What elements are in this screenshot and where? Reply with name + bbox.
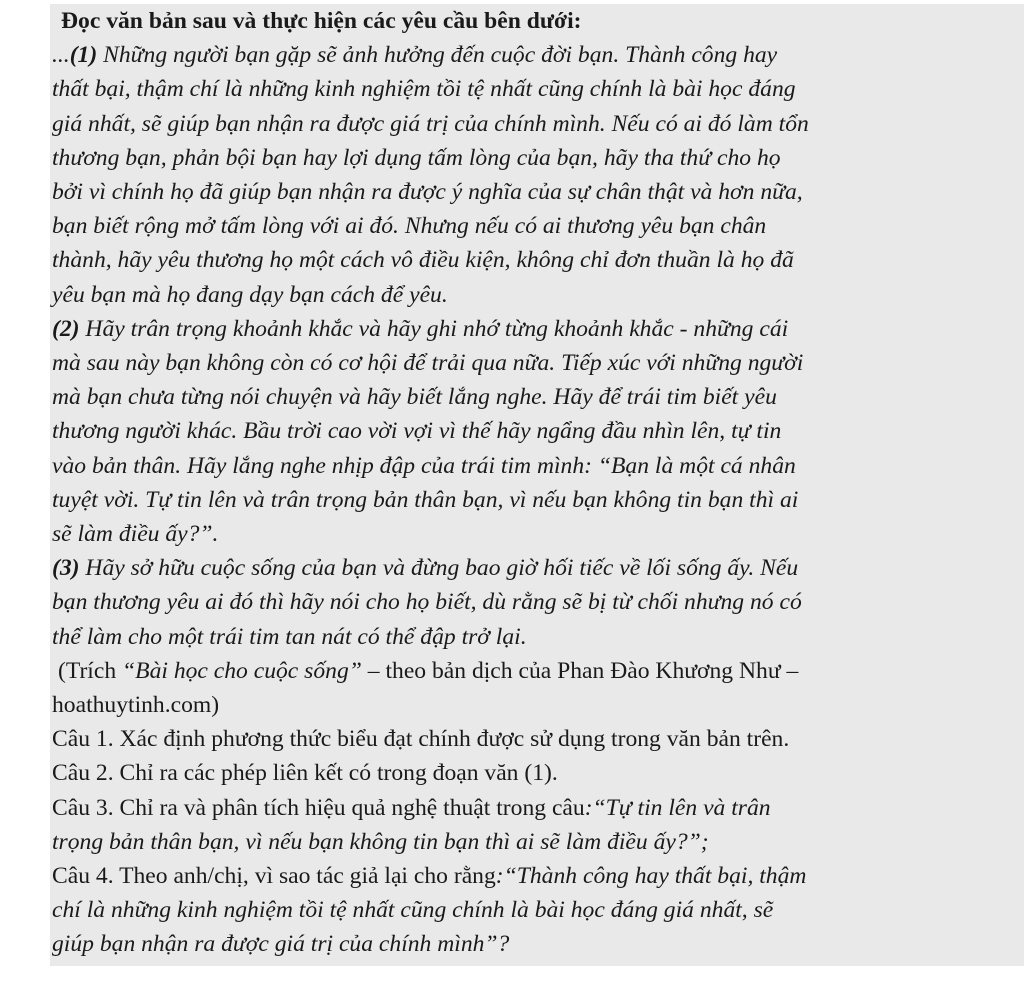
paragraph-3-marker: (3) xyxy=(52,555,80,582)
source-site: hoathuytinh.com) xyxy=(52,692,220,719)
question-3-prefix: Câu 3. Chỉ ra và phân tích hiệu quả nghệ thuật trong câu xyxy=(52,794,585,821)
paragraph-1-line-6: bạn biết rộng mở tấm lòng với ai đó. Nhưng nếu có ai thương yêu bạn chân xyxy=(52,213,767,240)
paragraph-2-line-5: vào bản thân. Hãy lắng nghe nhịp đập của trái tim mình: “Bạn là một cá nhân xyxy=(52,452,796,479)
source-citation xyxy=(52,654,1024,688)
paragraph-2-line-6: tuyệt vời. Tự tin lên và trân trọng bản thân bạn, vì nếu bạn không tin bạn thì ai xyxy=(52,486,799,513)
paragraph-2-line-1 xyxy=(52,312,1024,346)
paragraph-3-line-3: thể làm cho một trái tim tan nát có thể đập trở lại. xyxy=(52,623,527,650)
question-3-line-1 xyxy=(52,791,1024,825)
paragraph-1-marker: (1) xyxy=(69,42,98,69)
question-3-quote: :“Tự tin lên và trân xyxy=(584,794,771,821)
paragraph-2-line-7: sẽ làm điều ấy?”. xyxy=(52,521,219,548)
question-4-line-1 xyxy=(52,859,1024,893)
paragraph-1-line-7: thành, hãy yêu thương họ một cách vô điều kiện, không chỉ đơn thuần là họ đã xyxy=(52,247,794,274)
paragraph-2-line-3: mà bạn chưa từng nói chuyện và hãy biết lắng nghe. Hãy để trái tim biết yêu xyxy=(52,384,777,411)
paragraph-1-line-3: giá nhất, sẽ giúp bạn nhận ra được giá trị của chính mình. Nếu có ai đó làm tổn xyxy=(52,110,809,137)
paragraph-2-line-2: mà sau này bạn không còn có cơ hội để trải qua nữa. Tiếp xúc với những người xyxy=(52,350,804,377)
question-4-line-2: chí là những kinh nghiệm tồi tệ nhất cũng chính là bài học đáng giá nhất, sẽ xyxy=(52,897,774,924)
source-suffix: – theo bản dịch của Phan Đào Khương Như – xyxy=(361,657,799,684)
paragraph-1-line-2: thất bại, thậm chí là những kinh nghiệm tồi tệ nhất cũng chính là bài học đáng xyxy=(52,76,796,103)
question-1: Câu 1. Xác định phương thức biểu đạt chính được sử dụng trong văn bản trên. xyxy=(52,726,790,753)
question-2: Câu 2. Chỉ ra các phép liên kết có trong đoạn văn (1). xyxy=(52,760,558,787)
paragraph-1-line-1 xyxy=(52,38,1024,72)
paragraph-1-line-5: bởi vì chính họ đã giúp bạn nhận ra được ý nghĩa của sự chân thật và hơn nữa, xyxy=(52,179,803,206)
paragraph-2-marker: (2) xyxy=(52,315,80,342)
paragraph-1-line-8: yêu bạn mà họ đang dạy bạn cách để yêu. xyxy=(52,281,448,308)
paragraph-3-text: Hãy sở hữu cuộc sống của bạn và đừng bao giờ hối tiếc về lối sống ấy. Nếu xyxy=(79,555,799,582)
paragraph-3-line-2: bạn thương yêu ai đó thì hãy nói cho họ biết, dù rằng sẽ bị từ chối nhưng nó có xyxy=(52,589,802,616)
paragraph-3-line-1 xyxy=(52,551,1024,585)
question-4-line-3: giúp bạn nhận ra được giá trị của chính mình”? xyxy=(52,931,510,958)
paragraph-2-line-4: thương người khác. Bầu trời cao vời vợi vì thế hãy ngẩng đầu nhìn lên, tự tin xyxy=(52,418,782,445)
paragraph-2-text: Hãy trân trọng khoảnh khắc và hãy ghi nhớ từng khoảnh khắc - những cái xyxy=(79,315,789,342)
source-work-title: “Bài học cho cuộc sống” xyxy=(122,657,362,684)
paragraph-1-line-4: thương bạn, phản bội bạn hay lợi dụng tấm lòng của bạn, hãy tha thứ cho họ xyxy=(52,144,781,171)
question-3-line-2: trọng bản thân bạn, vì nếu bạn không tin bạn thì ai sẽ làm điều ấy?”; xyxy=(52,828,709,855)
ellipsis-lead: ... xyxy=(52,42,70,69)
exercise-title: Đọc văn bản sau và thực hiện các yêu cầu bên dưới: xyxy=(61,8,582,34)
paragraph-1-text: Những người bạn gặp sẽ ảnh hưởng đến cuộc đời bạn. Thành công hay xyxy=(97,42,778,69)
question-4-prefix: Câu 4. Theo anh/chị, vì sao tác giả lại cho rằng xyxy=(52,863,496,890)
source-prefix: (Trích xyxy=(58,657,123,684)
question-4-quote: :“Thành công hay thất bại, thậm xyxy=(495,863,807,890)
document-page xyxy=(50,4,1024,966)
